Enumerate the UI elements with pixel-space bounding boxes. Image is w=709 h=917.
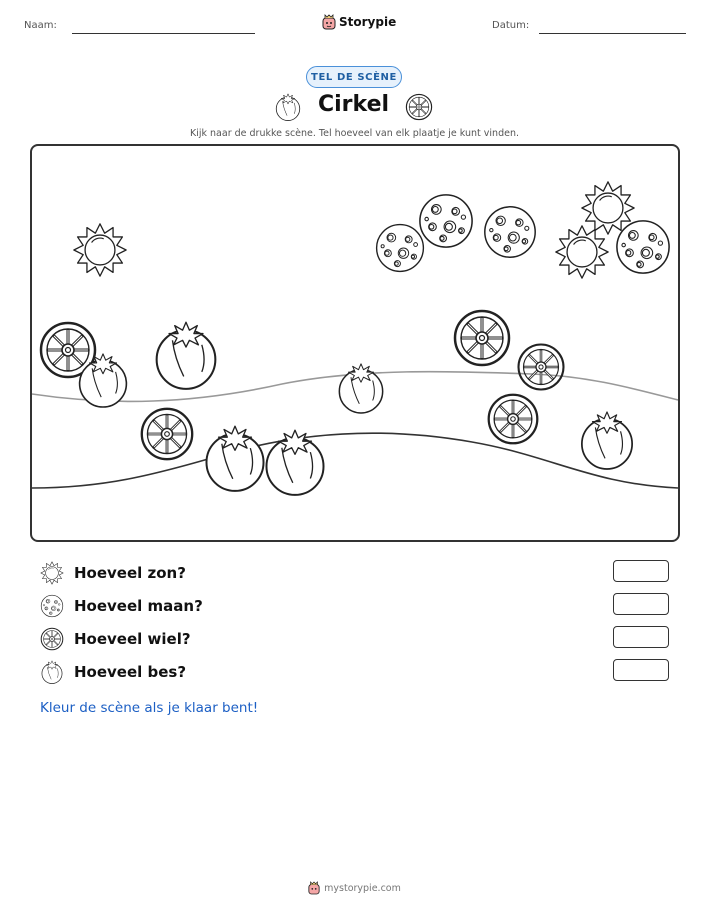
- footer: [0, 881, 709, 895]
- wheel-icon: [40, 627, 64, 651]
- answer-box-sun[interactable]: [613, 560, 669, 582]
- berry-icon: [274, 93, 302, 121]
- date-label: Datum:: [492, 20, 530, 31]
- mascot-icon: [322, 14, 336, 30]
- question-label: Hoeveel wiel?: [74, 630, 191, 648]
- berry-icon: [157, 322, 216, 389]
- footer-url[interactable]: mystorypie.com: [324, 882, 401, 894]
- scene-drawing: [32, 146, 678, 540]
- near-hill-line: [32, 433, 678, 488]
- question-row: [40, 561, 186, 585]
- berry-icon: [80, 354, 127, 407]
- berry-icon: [266, 430, 323, 495]
- brand-logo: [322, 14, 396, 30]
- moon-icon: [377, 225, 424, 272]
- berry-icon: [582, 412, 632, 469]
- moon-icon: [485, 207, 535, 257]
- berry-icon: [40, 660, 64, 684]
- question-label: Hoeveel zon?: [74, 564, 186, 582]
- question-label: Hoeveel bes?: [74, 663, 187, 681]
- wheel-icon: [405, 93, 433, 121]
- wheel-icon: [455, 311, 509, 365]
- moon-icon: [617, 221, 669, 273]
- berry-icon: [339, 364, 382, 413]
- wheel-icon: [519, 345, 564, 390]
- instructions: Kijk naar de drukke scène. Tel hoeveel van elk plaatje je kunt vinden.: [190, 128, 519, 139]
- question-row: [40, 627, 191, 651]
- moon-icon: [420, 195, 472, 247]
- mascot-icon: [308, 881, 320, 895]
- answer-box-berry[interactable]: [613, 659, 669, 681]
- sun-icon: [556, 226, 608, 278]
- question-row: [40, 594, 203, 618]
- berry-icon: [206, 426, 263, 491]
- brand-name: Storypie: [339, 15, 397, 29]
- name-label: Naam:: [24, 20, 57, 31]
- sun-icon: [40, 561, 64, 585]
- wheel-icon: [142, 409, 192, 459]
- question-row: [40, 660, 186, 684]
- page-title: Cirkel: [318, 92, 390, 117]
- sun-icon: [74, 224, 126, 276]
- date-line[interactable]: [539, 33, 686, 34]
- question-label: Hoeveel maan?: [74, 597, 203, 615]
- title-row: [0, 92, 709, 122]
- closing-note: Kleur de scène als je klaar bent!: [40, 700, 259, 716]
- moon-icon: [40, 594, 64, 618]
- counting-scene: [30, 144, 680, 542]
- activity-badge: TEL DE SCÈNE: [306, 66, 402, 88]
- wheel-icon: [489, 395, 538, 444]
- name-line[interactable]: [72, 33, 255, 34]
- answer-box-wheel[interactable]: [613, 626, 669, 648]
- answer-box-moon[interactable]: [613, 593, 669, 615]
